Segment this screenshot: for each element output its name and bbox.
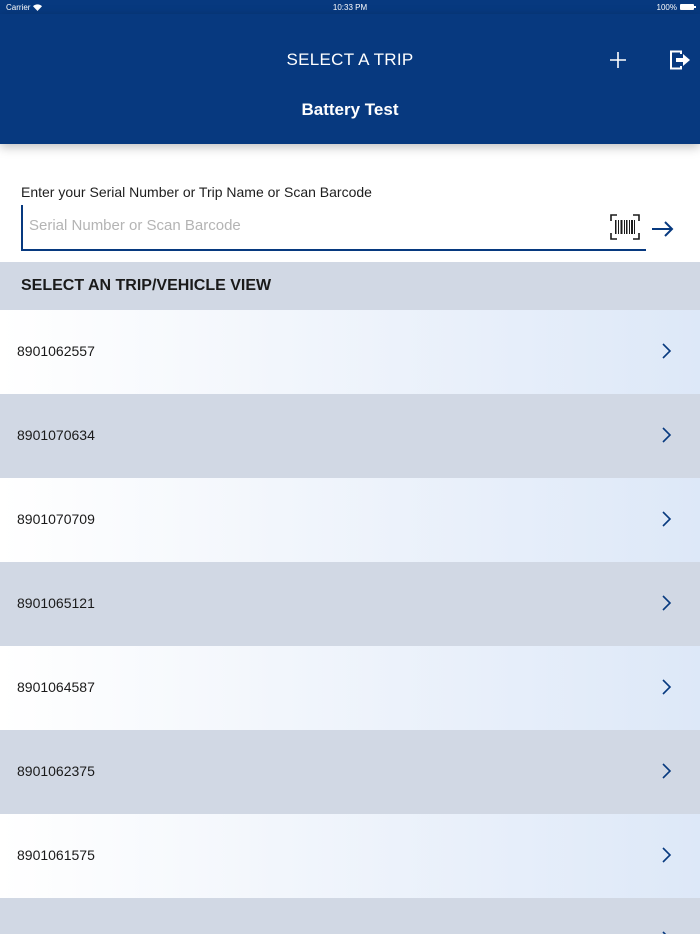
chevron-right-icon [660,341,674,361]
wifi-icon [33,4,42,11]
search-field [21,205,646,251]
trip-serial: 8901061575 [17,847,95,863]
status-time: 10:33 PM [332,2,368,12]
status-bar [0,0,700,14]
trip-serial: 8901064587 [17,679,95,695]
trip-row[interactable] [0,310,700,394]
section-header [0,262,700,310]
chevron-right-icon [660,845,674,865]
serial-number-input[interactable] [29,212,589,238]
chevron-right-icon [660,761,674,781]
battery-icon [680,4,694,10]
scan-barcode-button[interactable] [609,213,641,241]
search-prompt: Enter your Serial Number or Trip Name or Scan Barcode [21,184,372,200]
chevron-right-icon [660,929,674,934]
carrier-label: Carrier [6,2,31,12]
trip-serial: 8901070709 [17,511,95,527]
trip-row[interactable] [0,646,700,730]
chevron-right-icon [660,425,674,445]
plus-icon [609,51,627,69]
trip-row[interactable] [0,562,700,646]
logout-icon [669,50,691,70]
trip-row[interactable] [0,394,700,478]
arrow-right-icon [651,220,675,238]
trip-row[interactable] [0,898,700,934]
trip-list [0,310,700,934]
page-subtitle: Battery Test [301,100,399,119]
status-right [657,3,694,12]
section-title: SELECT AN TRIP/VEHICLE VIEW [21,277,272,294]
chevron-right-icon [660,677,674,697]
trip-serial: 8901065121 [17,595,95,611]
status-left [6,3,42,12]
barcode-scan-icon [610,214,640,240]
trip-row[interactable] [0,730,700,814]
trip-serial: 8901062557 [17,343,95,359]
logout-button[interactable] [666,48,694,72]
trip-serial: 8901062375 [17,763,95,779]
app-header [0,14,700,144]
page-title: SELECT A TRIP [286,50,414,69]
add-trip-button[interactable] [604,48,632,72]
battery-percent: 100% [656,2,677,12]
trip-row[interactable] [0,814,700,898]
chevron-right-icon [660,593,674,613]
search-panel [0,165,700,262]
trip-serial: 8901070634 [17,427,95,443]
submit-search-button[interactable] [650,217,676,241]
trip-row[interactable] [0,478,700,562]
chevron-right-icon [660,509,674,529]
